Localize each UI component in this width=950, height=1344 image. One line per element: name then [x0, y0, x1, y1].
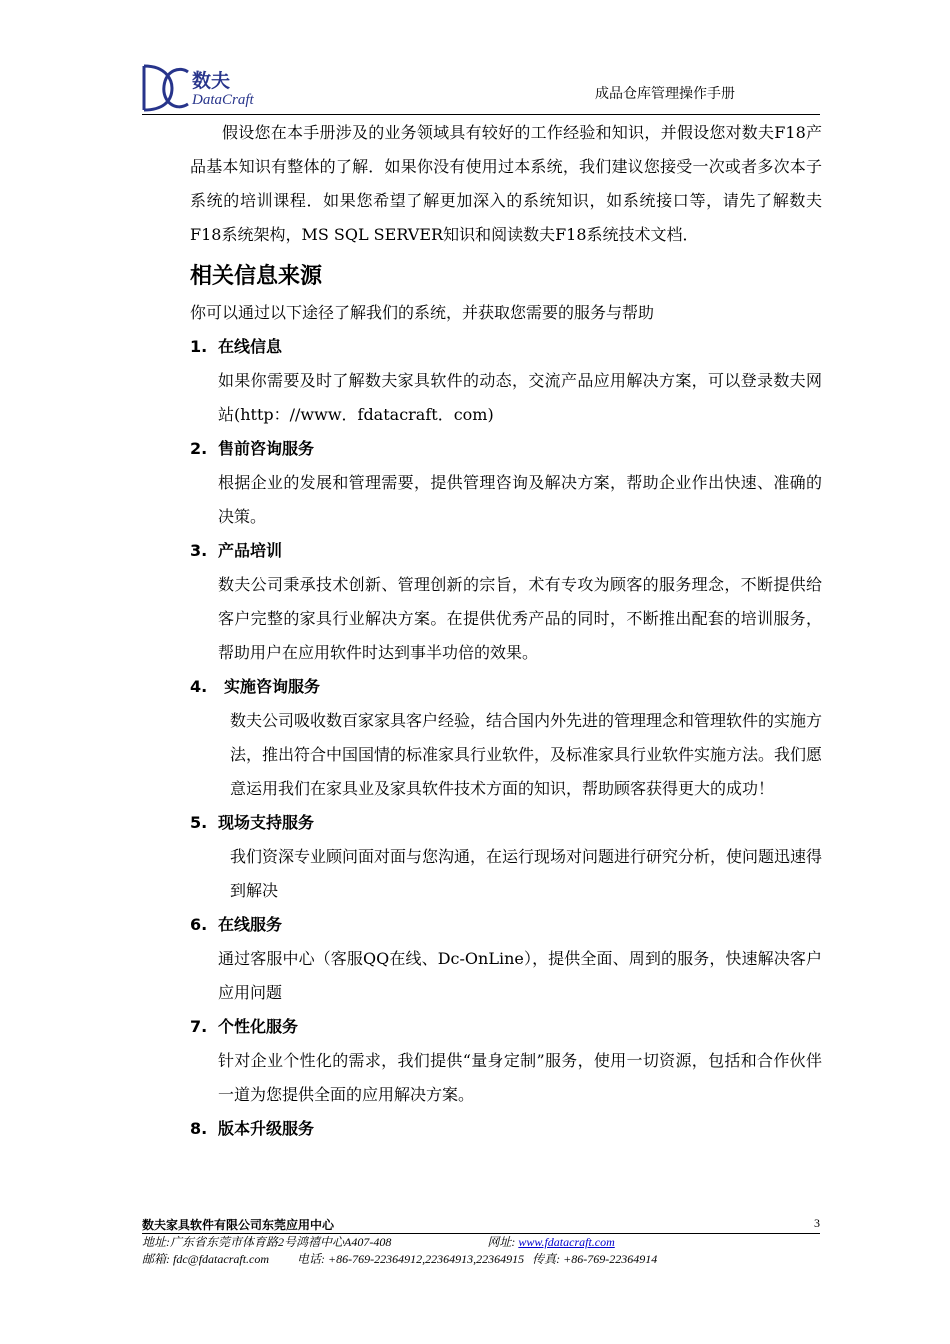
document-title: 成品仓库管理操作手册 — [595, 86, 735, 102]
item-body: 根据企业的发展和管理需要，提供管理咨询及解决方案，帮助企业作出快速、准确的决策。 — [218, 473, 822, 526]
list-item — [190, 432, 822, 534]
item-title: 现场支持服务 — [218, 813, 315, 832]
item-body: 数夫公司秉承技术创新、管理创新的宗旨，术有专攻为顾客的服务理念，不断提供给客户完整的家具行业解决方案。在提供优秀产品的同时，不断推出配套的培训服务，帮助用户在应用软件时达到事半功倍的效果。 — [218, 575, 822, 662]
item-number: 6. — [190, 915, 208, 934]
page-header — [142, 62, 820, 115]
item-number: 2. — [190, 439, 208, 458]
list-item — [190, 1112, 822, 1146]
item-number: 3. — [190, 541, 208, 560]
list-item — [190, 534, 822, 670]
list-item — [190, 330, 822, 432]
page-content — [190, 116, 822, 1146]
page-number: 3 — [814, 1216, 820, 1230]
list-item — [190, 806, 822, 908]
footer-phone: 电话: +86-769-22364912,22364913,22364915 — [297, 1252, 525, 1266]
item-title: 在线信息 — [218, 337, 283, 356]
item-body: 我们资深专业顾问面对面与您沟通，在运行现场对问题进行研究分析，使问题迅速得到解决 — [230, 847, 823, 900]
item-title: 版本升级服务 — [218, 1119, 315, 1138]
item-body: 针对企业个性化的需求，我们提供“量身定制”服务，使用一切资源，包括和合作伙伴一道为您提供全面的应用解决方案。 — [218, 1051, 822, 1104]
section-intro: 你可以通过以下途径了解我们的系统，并获取您需要的服务与帮助 — [190, 303, 655, 322]
footer-website-label: 网址: — [487, 1235, 516, 1249]
intro-paragraph: 假设您在本手册涉及的业务领域具有较好的工作经验和知识，并假设您对数夫F18产品基本知识有整体的了解．如果你没有使用过本系统，我们建议您接受一次或者多次本子系统的培训课程．如果您希望了解更加深入的系统知识，如系统接口等，请先了解数夫F18系统架构，MS SQL SERVER知识和阅读数夫F18系统技术文档． — [190, 123, 822, 244]
list-item — [190, 670, 822, 806]
item-number: 8. — [190, 1119, 208, 1138]
item-body: 数夫公司吸收数百家家具客户经验，结合国内外先进的管理理念和管理软件的实施方法，推出符合中国国情的标准家具行业软件，及标准家具行业软件实施方法。我们愿意运用我们在家具业及家具软件技术方面的知识，帮助顾客获得更大的成功！ — [230, 711, 823, 798]
item-body: 通过客服中心（客服QQ在线、Dc-OnLine），提供全面、周到的服务，快速解决客户应用问题 — [218, 949, 822, 1002]
item-number: 4. — [190, 677, 208, 696]
item-title: 在线服务 — [218, 915, 283, 934]
footer-company: 数夫家具软件有限公司东莞应用中心 — [142, 1218, 335, 1232]
item-body: 如果你需要及时了解数夫家具软件的动态，交流产品应用解决方案，可以登录数夫网站(http：//www．fdatacraft．com) — [218, 371, 822, 424]
footer-website-link[interactable]: www.fdatacraft.com — [518, 1235, 615, 1249]
item-number: 1. — [190, 337, 208, 356]
section-heading: 相关信息来源 — [190, 264, 323, 289]
item-title: 售前咨询服务 — [218, 439, 315, 458]
footer-email: 邮箱: fdc@fdatacraft.com — [142, 1252, 270, 1266]
item-number: 7. — [190, 1017, 208, 1036]
item-title: 个性化服务 — [218, 1017, 299, 1036]
item-title: 产品培训 — [218, 541, 283, 560]
logo-subtitle: DataCraft — [192, 92, 254, 108]
item-number: 5. — [190, 813, 208, 832]
list-item — [190, 1010, 822, 1112]
item-title: 实施咨询服务 — [224, 677, 321, 696]
logo-text: 数夫 — [192, 70, 231, 92]
footer-address: 地址:广东省东莞市体育路2号鸿禧中心A407-408 — [142, 1235, 392, 1249]
list-item — [190, 908, 822, 1010]
page-footer — [142, 1216, 820, 1268]
footer-fax: 传真: +86-769-22364914 — [532, 1252, 658, 1266]
